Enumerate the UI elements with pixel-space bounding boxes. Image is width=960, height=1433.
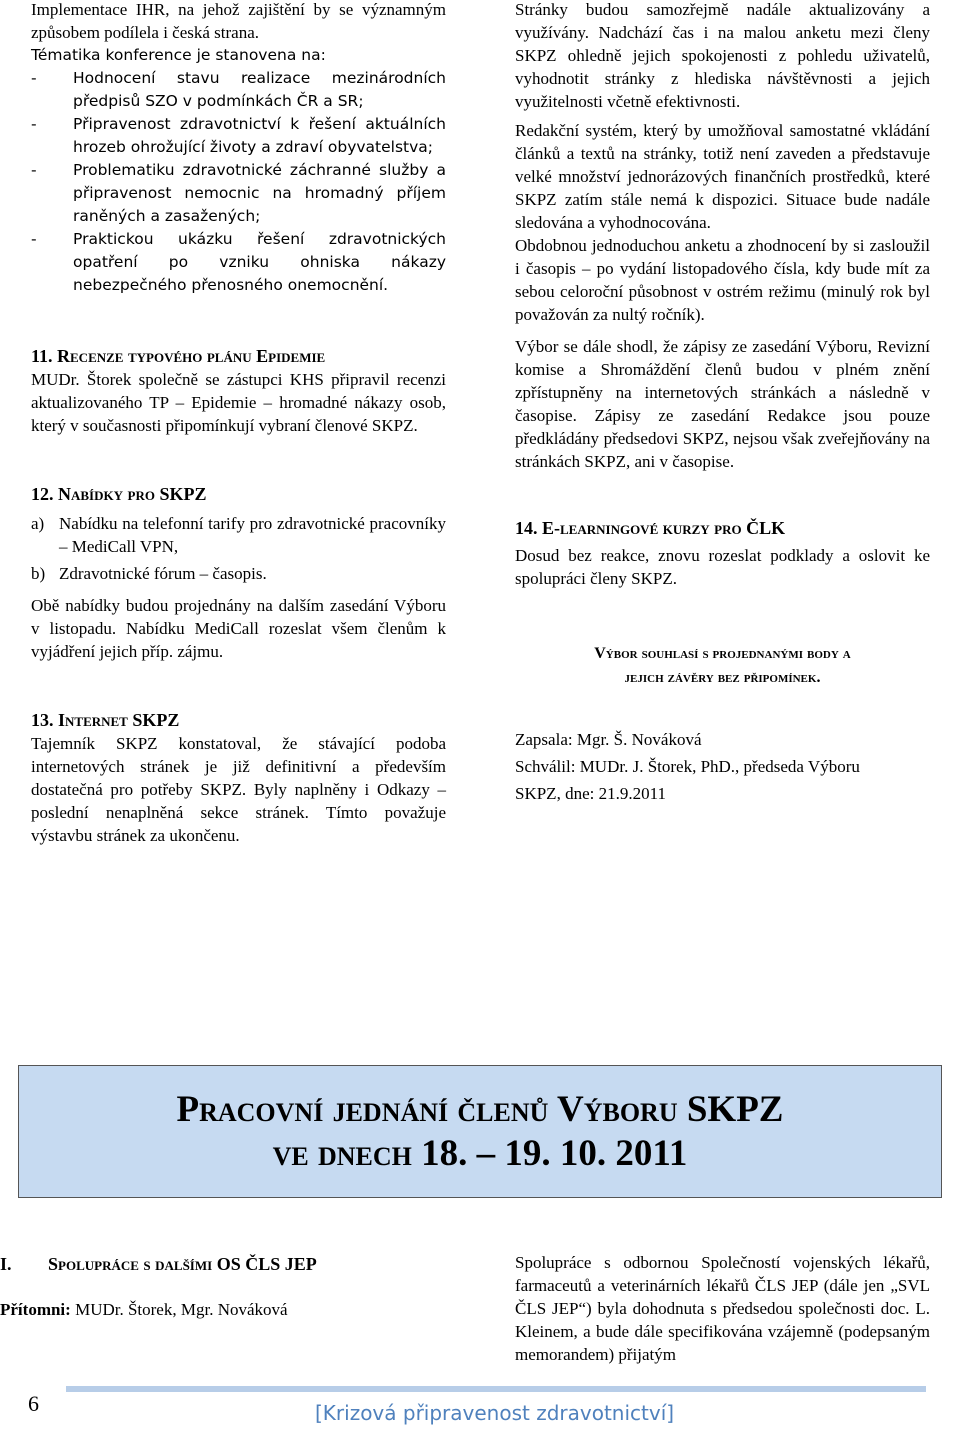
topics-block <box>31 44 446 297</box>
signoff-line: SKPZ, dne: 21.9.2011 <box>515 784 666 803</box>
topic-item: - Připravenost zdravotnictví k řešení aktuálních hrozeb ohrožující životy a zdraví obyvatelstva; <box>31 115 446 156</box>
right-column <box>515 0 930 807</box>
section-14-body: Dosud bez reakce, znovu rozeslat podklady a oslovit ke spolupráci členy SKPZ. <box>515 546 930 588</box>
topic-item: - Praktickou ukázku řešení zdravotnických opatření po vzniku ohniska nákazy nebezpečného přenosného onemocnění. <box>31 230 446 294</box>
meeting-banner <box>18 1065 942 1198</box>
section-13-body: Tajemník SKPZ konstatoval, že stávající podoba internetových stránek je již definitivní a především dostatečná pro potřeby SKPZ. Byly naplněny i Odkazy – poslední nenaplněná sekce stránek. Tímto považuje výstavbu stránek za ukončenu. <box>31 734 446 845</box>
signoff-block <box>515 726 930 807</box>
section-13-heading: 13. Internet SKPZ <box>31 710 180 730</box>
topic-item: - Problematiku zdravotnické záchranné služby a připravenost nemocnic na hromadný příjem raněných a zasažených; <box>31 161 446 225</box>
signoff-line: Zapsala: Mgr. Š. Nováková <box>515 730 702 749</box>
section-12-body: Obě nabídky budou projednány na dalším zasedání Výboru v listopadu. Nabídku MediCall rozeslat všem členům k vyjádření jejich příp. zájmu. <box>31 596 446 661</box>
footer-title: [Krizová připravenost zdravotnictví] <box>315 1401 675 1425</box>
topics-intro: Tématika konference je stanovena na: <box>31 46 326 64</box>
section-11-body: MUDr. Štorek společně se zástupci KHS připravil recenzi aktualizovaného TP – Epidemie – hromadné nákazy osob, který v současnosti připomínkují vybraní členové SKPZ. <box>31 370 446 435</box>
left-column <box>31 0 446 847</box>
section-14-heading: 14. E-learningové kurzy pro ČLK <box>515 518 786 538</box>
topic-item: - Hodnocení stavu realizace mezinárodních předpisů SZO v podmínkách ČR a SR; <box>31 69 446 110</box>
section-i-heading: I. Spolupráce s dalšími OS ČLS JEP <box>0 1254 317 1274</box>
intro-paragraph: Implementace IHR, na jehož zajištění by se významným způsobem podílela i česká strana. <box>31 0 446 42</box>
banner-title-line-1: Pracovní jednání členů Výboru SKPZ <box>176 1088 784 1130</box>
internet-paragraph-1: Stránky budou samozřejmě nadále aktualizovány a využívány. Nadchází čas i na malou anketu mezi členy SKPZ ohledně jejich spokojenosti z pohledu uživatelů, vyhodnotit stránky z hlediska návštěvnosti a jejich využitelnosti včetně efektivnosti. <box>515 0 930 111</box>
internet-paragraph-2: Redakční systém, který by umožňoval samostatné vkládání článků a textů na stránky, totiž není zaveden a představuje velké množství jednorázových finančních prostředků, které SKPZ zatím stále nemá k dispozici. Situace bude nadále sledována a vyhodnocována. <box>515 121 930 232</box>
conclusion-note: Výbor souhlasí s projednanými body a jejich závěry bez připomínek. <box>594 645 851 686</box>
section-i-text: Spolupráce s odbornou Společností vojenských lékařů, farmaceutů a veterinárních lékařů ČLS JEP (dále jen „SVL ČLS JEP“) byla dohodnuta s předsedou společnosti doc. L. Kleinem, a bude dále specifikována vzájemně (podepsaným memorandem) přijatým <box>515 1253 930 1364</box>
section-i <box>0 1253 440 1321</box>
signoff-line: Schválil: MUDr. J. Štorek, PhD., předseda Výboru <box>515 757 860 776</box>
internet-paragraph-4: Výbor se dále shodl, že zápisy ze zasedání Výboru, Revizní komise a Shromáždění členů budou v plném znění zpřístupněny na internetových stránkách a následně v časopise. Zápisy ze zasedání Redakce jsou pouze předkládány předsedovi SKPZ, nejsou však zveřejňovány na stránkách SKPZ, ani v časopise. <box>515 337 930 471</box>
section-12-heading: 12. Nabídky pro SKPZ <box>31 484 207 504</box>
offer-item: b) Zdravotnické fórum – časopis. <box>31 564 267 583</box>
internet-paragraph-3: Obdobnou jednoduchou anketu a zhodnocení by si zasloužil i časopis – po vydání listopadového čísla, kdy bude mít za sebou celoroční působnost v ostrém režimu (minulý rok byl považován za nultý ročník). <box>515 236 930 324</box>
page-number: 6 <box>28 1391 39 1416</box>
attendees-line: Přítomni: MUDr. Štorek, Mgr. Nováková <box>0 1300 288 1319</box>
banner-title-line-2: ve dnech 18. – 19. 10. 2011 <box>272 1132 688 1174</box>
section-11-heading: 11. Recenze typového plánu Epidemie <box>31 346 326 366</box>
offer-item: a) Nabídku na telefonní tarify pro zdravotnické pracovníky – MediCall VPN, <box>31 514 446 556</box>
footer-divider <box>66 1386 926 1392</box>
